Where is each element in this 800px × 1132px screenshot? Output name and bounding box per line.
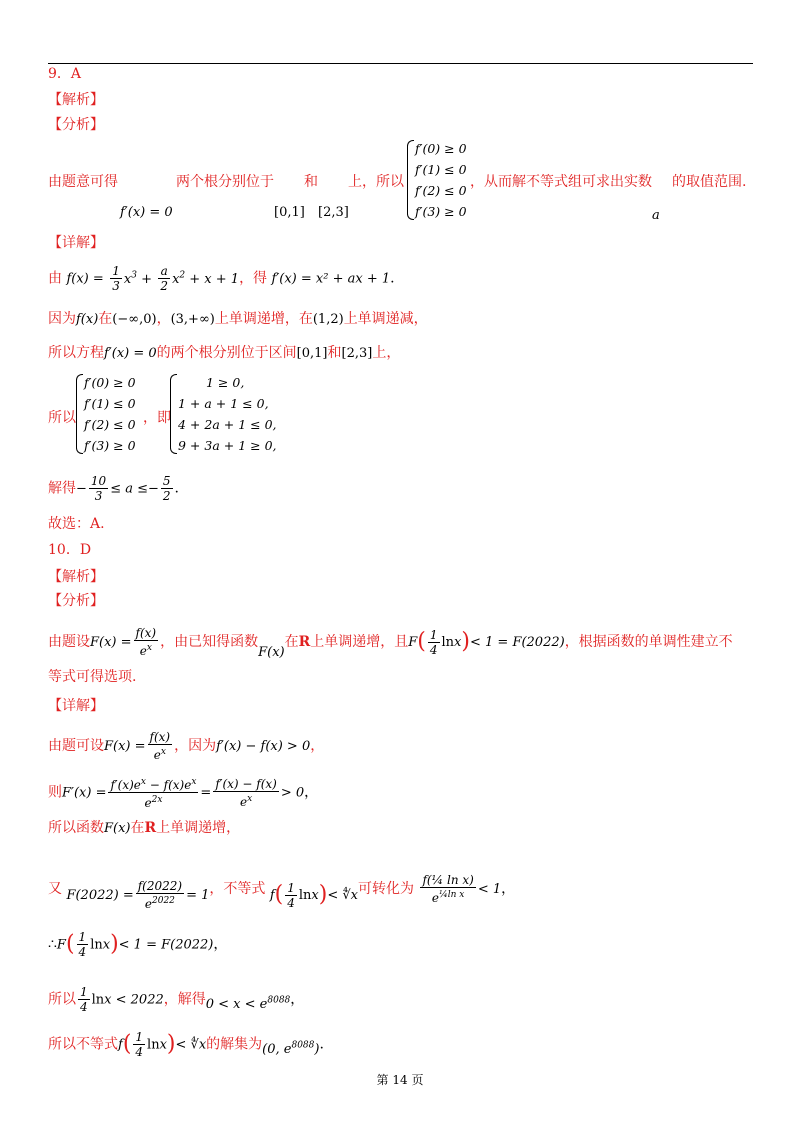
q10-jiexi-heading: 【解析】 — [48, 569, 104, 585]
q9-analysis-system: f′(0) ≥ 0 f′(1) ≤ 0 f′(2) ≤ 0 f′(3) ≥ 0 — [405, 138, 467, 222]
q9-detail-system2: 1 ≥ 0, 1 + a + 1 ≤ 0, 4 + 2a + 1 ≤ 0, 9 + 3a + 1 ≥ 0, — [168, 372, 277, 456]
q10-detail-line6: 所以 $\frac{1}{4}$ lnx < 2022，解得$0 < x < e^{8088}$， — [48, 985, 305, 1014]
q9-detail-line4-ji: ，即 — [143, 410, 171, 426]
q10-detail-line7: 所以不等式f( $\frac{1}{4}$ lnx)< ∜x的解集为(0, $e^{8088}$). — [48, 1030, 324, 1059]
q9-fenxi-heading: 【分析】 — [48, 117, 104, 133]
q10-detail-line1: 由题可设F(x) = $\frac{f(x)}{e^x}$ ，因为f′(x) − f(x) > 0， — [48, 730, 325, 762]
q10-detail-line4: 又 F(2022) = $\frac{f(2022)}{e^{2022}}$ = 1，不等式 f( $\frac{1}{4}$ lnx)< ∜x可转化为 $\frac{\text{f(¼ ln x)}}{e^{\frac{1}{4}ln x}}$ < 1， — [48, 873, 516, 911]
q9-detail-line1: 由 f(x) = $\frac{1}{3}$ $x^3$ + $\frac{a}{2}$ $x^2 + x + 1$，得 f′(x) = x² + ax + 1. — [48, 264, 395, 293]
q9-xiangjie-heading: 【详解】 — [48, 235, 104, 251]
q9-detail-line3: 所以方程f′(x) = 0的两个根分别位于区间[0,1]和[2,3]上， — [48, 345, 401, 361]
q10-analysis-line2: 等式可得选项. — [48, 669, 137, 685]
q9-analysis-tail: ，从而解不等式组可求出实数 的取值范围. — [470, 174, 747, 190]
q10-detail-line5: ∴F( $\frac{1}{4}$ lnx)< 1 = F(2022)， — [48, 930, 228, 959]
q9-detail-line4-label: 所以 — [48, 410, 76, 426]
q9-detail-line5: 解得− $\frac{10}{3}$ ≤ a ≤− $\frac{5}{2}$ . — [48, 474, 179, 503]
q9-detail-line2: 因为f(x)在(−∞,0)，(3,+∞)上单调递增，在(1,2)上单调递减， — [48, 311, 428, 327]
q9-choice: 故选：A. — [48, 516, 105, 532]
q9-detail-system1: f′(0) ≥ 0 f′(1) ≤ 0 f′(2) ≤ 0 f′(3) ≥ 0 — [74, 372, 136, 456]
q9-analysis-line: 由题意可得 两个根分别位于 和 上，所以 — [48, 174, 404, 190]
header-rule — [48, 63, 753, 64]
q9-interval-23: [2,3] — [318, 205, 349, 220]
q10-fenxi-heading: 【分析】 — [48, 593, 104, 609]
q9-interval-01: [0,1] — [274, 205, 305, 220]
q10-analysis-line1: 由题设F(x) = $\frac{f(x)}{e^x}$ ，由已知得函数F(x)在R上单调递增，且F( $\frac{1}{4}$ lnx)< 1 = F(2022)，根据函数的单调性建立不 — [48, 626, 733, 660]
q9-fprime-eq: f′(x) = 0 — [120, 205, 173, 220]
question-9-number: 9．A — [48, 66, 82, 82]
q9-var-a: a — [652, 208, 660, 223]
q9-jiexi-heading: 【解析】 — [48, 92, 104, 108]
page-footer: 第 14 页 — [376, 1073, 424, 1087]
q10-detail-line2: 则F′(x) = $\frac{f'(x)e^x - f(x)e^x}{e^{2x}}$ = $\frac{f'(x) - f(x)}{e^x}$ > 0， — [48, 776, 319, 810]
q10-xiangjie-heading: 【详解】 — [48, 698, 104, 714]
question-10-number: 10．D — [48, 542, 92, 558]
q10-detail-line3: 所以函数F(x)在R上单调递增， — [48, 820, 241, 836]
